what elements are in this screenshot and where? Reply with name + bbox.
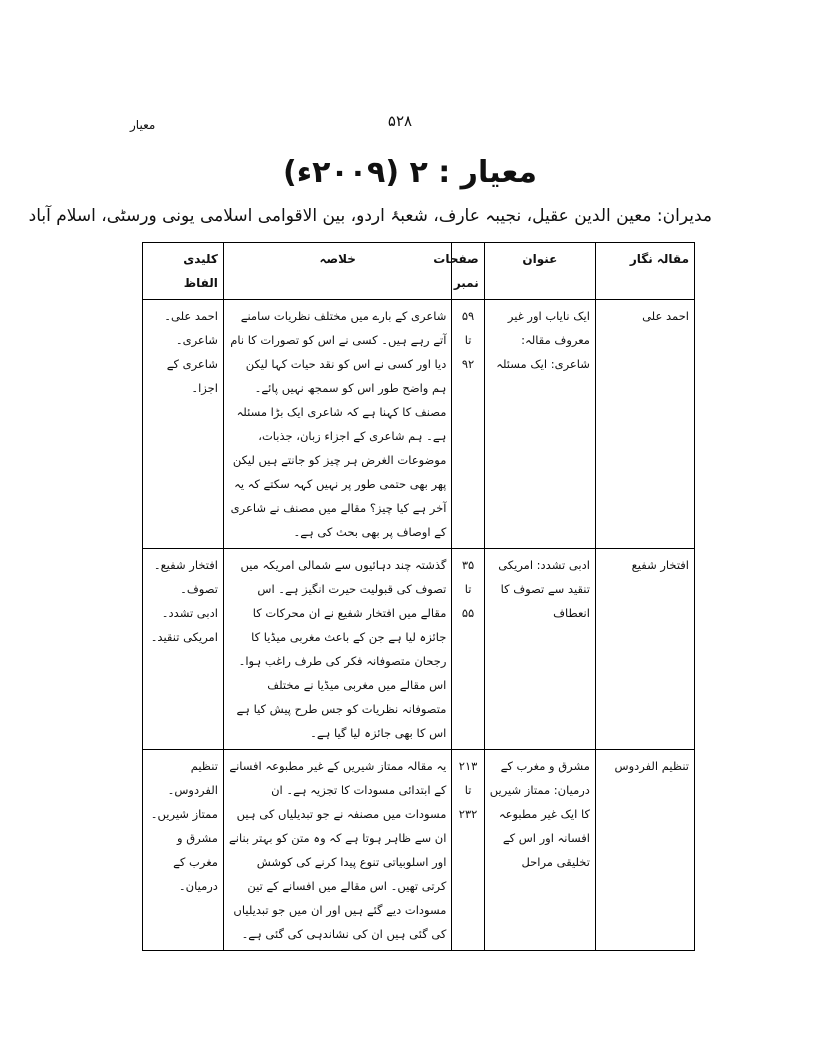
keyword: احمد علی۔ (164, 309, 218, 323)
page-end: ۹۲ (461, 357, 475, 371)
table-row (143, 750, 695, 951)
cell-pages (452, 549, 484, 750)
cell-author: تنظیم الفردوس (595, 750, 694, 951)
header-author: مقالہ نگار (595, 243, 694, 300)
header-title: عنوان (484, 243, 595, 300)
cell-summary: شاعری کے بارے میں مختلف نظریات سامنے آتے رہے ہیں۔ کسی نے اس کو تصورات کا نام دیا اور کسی نے اس کو نقد حیات کہا لیکن ہم واضح طور اس کو سمجھ نہیں پائے۔ مصنف کا کہنا ہے کہ شاعری ایک بڑا مسئلہ ہے۔ ہم شاعری کے اجزاء زبان، جذبات، موضوعات الغرض ہر چیز کو جانتے ہیں لیکن پھر بھی حتمی طور پر نہیں کہہ سکتے کہ یہ آخر ہے کیا چیز؟ مقالے میں مصنف نے شاعری کے اوصاف پر بھی بحث کی ہے۔ (223, 300, 451, 549)
cell-author: افتخار شفیع (595, 549, 694, 750)
cell-keywords (143, 300, 224, 549)
page-end: ۵۵ (461, 606, 475, 620)
header-summary: خلاصہ (223, 243, 451, 300)
cell-title: مشرق و مغرب کے درمیان: ممتاز شیریں کا ایک غیر مطبوعہ افسانہ اور اس کے تخلیقی مراحل (484, 750, 595, 951)
page-to: تا (464, 783, 472, 797)
page-to: تا (464, 333, 472, 347)
table-row (143, 549, 695, 750)
cell-summary: گذشتہ چند دہائیوں سے شمالی امریکہ میں تصوف کی قبولیت حیرت انگیز ہے۔ اس مقالے میں افتخار شفیع نے ان محرکات کا جائزہ لیا ہے جن کے باعث مغربی میڈیا کا رجحان متصوفانہ فکر کی طرف راغب ہوا۔ اس مقالے میں مغربی میڈیا نے مختلف متصوفانہ نظریات کو جس طرح پیش کیا ہے اس کا بھی جائزہ لیا گیا ہے۔ (223, 549, 451, 750)
cell-keywords (143, 750, 224, 951)
cell-title: ادبی تشدد: امریکی تنقید سے تصوف کا انعطاف (484, 549, 595, 750)
keyword: امریکی تنقید۔ (150, 630, 218, 644)
page-to: تا (464, 582, 472, 596)
cell-keywords (143, 549, 224, 750)
article-index-table (142, 242, 695, 951)
page-start: ۲۱۳ (458, 759, 478, 773)
page-title: معیار : ۲ (۲۰۰۹ء) (283, 155, 537, 190)
keyword: شاعری۔ (175, 333, 218, 347)
page-end: ۲۳۲ (458, 807, 478, 821)
page-start: ۵۹ (461, 309, 475, 323)
editors-line: مدیران: معین الدین عقیل، نجیبہ عارف، شعبۂ اردو، بین الاقوامی اسلامی یونی ورسٹی، اسلام آباد (28, 206, 712, 226)
page-number: ۵۲۸ (387, 112, 413, 130)
page-start: ۳۵ (461, 558, 475, 572)
running-header-journal: معیار (130, 118, 156, 132)
keyword: شاعری کے اجزا۔ (166, 357, 218, 395)
table-row (143, 300, 695, 549)
keyword: مشرق و مغرب کے درمیان۔ (173, 831, 218, 893)
header-pages-line2: نمبر (453, 276, 479, 290)
header-keywords: کلیدی الفاظ (143, 243, 224, 300)
keyword: تنظیم الفردوس۔ (167, 759, 218, 797)
keyword: ممتاز شیریں۔ (150, 807, 218, 821)
cell-title: ایک نایاب اور غیر معروف مقالہ: شاعری: ایک مسئلہ (484, 300, 595, 549)
cell-pages (452, 750, 484, 951)
keyword: تصوف۔ (180, 582, 218, 596)
keyword: افتخار شفیع۔ (153, 558, 218, 572)
header-pages-line1: صفحات (433, 252, 479, 266)
cell-summary: یہ مقالہ ممتاز شیریں کے غیر مطبوعہ افسانے کے ابتدائی مسودات کا تجزیہ ہے۔ ان مسودات میں مصنفہ نے جو تبدیلیاں کی ہیں ان سے ظاہر ہوتا ہے کہ وہ متن کو بہتر بنانے اور اسلوبیاتی تنوع پیدا کرنے کی کوشش کرتی تھیں۔ اس مقالے میں افسانے کے تین مسودات دیے گئے ہیں اور ان میں جو تبدیلیاں کی گئی ہیں ان کی نشاندہی کی گئی ہے۔ (223, 750, 451, 951)
header-pages (433, 243, 484, 300)
table-header-row (143, 243, 695, 300)
cell-pages (452, 300, 484, 549)
cell-author: احمد علی (595, 300, 694, 549)
keyword: ادبی تشدد۔ (161, 606, 218, 620)
